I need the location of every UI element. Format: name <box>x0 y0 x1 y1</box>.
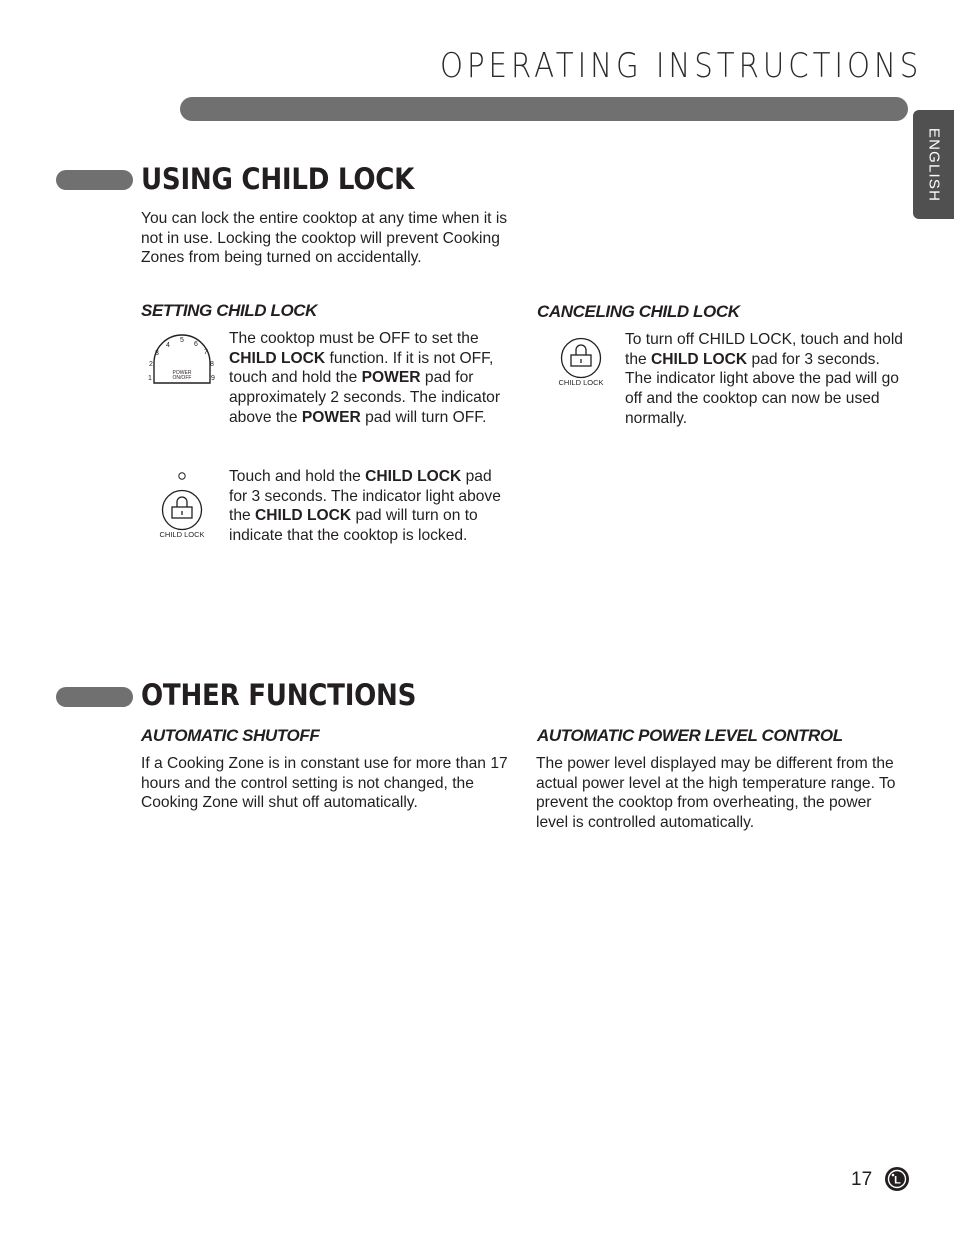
section-heading-child-lock: USING CHILD LOCK <box>141 162 415 196</box>
dial-number-8: 8 <box>210 361 214 368</box>
child-lock-cancel-icon <box>553 334 609 390</box>
automatic-power-level-text: The power level displayed may be different from the actual power level at the high temperature range. To prevent the cooktop from overheating, the power level is controlled automatically. <box>536 755 896 832</box>
setting-step-2: Touch and hold the CHILD LOCK pad for 3 seconds. The indicator light above the CHILD LOCK pad will turn on to indicate that the cooktop is locked. <box>229 468 501 545</box>
language-tab-label: ENGLISH <box>925 127 942 202</box>
canceling-child-lock-heading: CANCELING CHILD LOCK <box>537 302 740 321</box>
header-bar <box>180 97 908 121</box>
dial-number-9: 9 <box>211 375 215 382</box>
dial-number-3: 3 <box>155 350 159 357</box>
page-title: OPERATING INSTRUCTIONS <box>440 46 923 86</box>
dial-number-7: 7 <box>204 349 208 356</box>
automatic-shutoff-text: If a Cooking Zone is in constant use for more than 17 hours and the control setting is not changed, the Cooking Zone will shut off automatically. <box>141 755 508 812</box>
canceling-text: To turn off CHILD LOCK, touch and hold the CHILD LOCK pad for 3 seconds. The indicator light above the pad will go off and the cooktop can now be used normally. <box>625 331 903 427</box>
section-marker-pill <box>56 687 133 707</box>
dial-number-6: 6 <box>194 341 198 348</box>
dial-number-2: 2 <box>149 361 153 368</box>
setting-step-1: The cooktop must be OFF to set the CHILD LOCK function. If it is not OFF, touch and hold the POWER pad for approximately 2 seconds. The indicator above the POWER pad will turn OFF. <box>229 330 501 426</box>
page-number: 17 <box>851 1169 873 1190</box>
automatic-power-level-heading: AUTOMATIC POWER LEVEL CONTROL <box>537 726 843 745</box>
power-dial-icon <box>142 333 222 393</box>
child-lock-icon-label: CHILD LOCK <box>159 530 205 539</box>
automatic-shutoff-heading: AUTOMATIC SHUTOFF <box>141 726 320 745</box>
child-lock-pad-icon <box>154 468 210 542</box>
dial-number-5: 5 <box>180 337 184 344</box>
power-dial-label-2: ON/OFF <box>172 375 192 381</box>
language-tab <box>913 110 954 219</box>
power-dial-label-1: POWER <box>172 370 192 376</box>
child-lock-cancel-icon-label: CHILD LOCK <box>558 378 604 387</box>
dial-number-4: 4 <box>166 342 170 349</box>
section-marker-pill <box>56 170 133 190</box>
setting-child-lock-heading: SETTING CHILD LOCK <box>141 301 318 320</box>
child-lock-intro: You can lock the entire cooktop at any time when it is not in use. Locking the cooktop will prevent Cooking Zones from being turned on accidentally. <box>141 210 508 267</box>
dial-number-1: 1 <box>148 375 152 382</box>
lg-logo-icon <box>884 1166 910 1197</box>
section-heading-other-functions: OTHER FUNCTIONS <box>141 678 417 712</box>
lg-logo-letter: L <box>894 1174 901 1187</box>
